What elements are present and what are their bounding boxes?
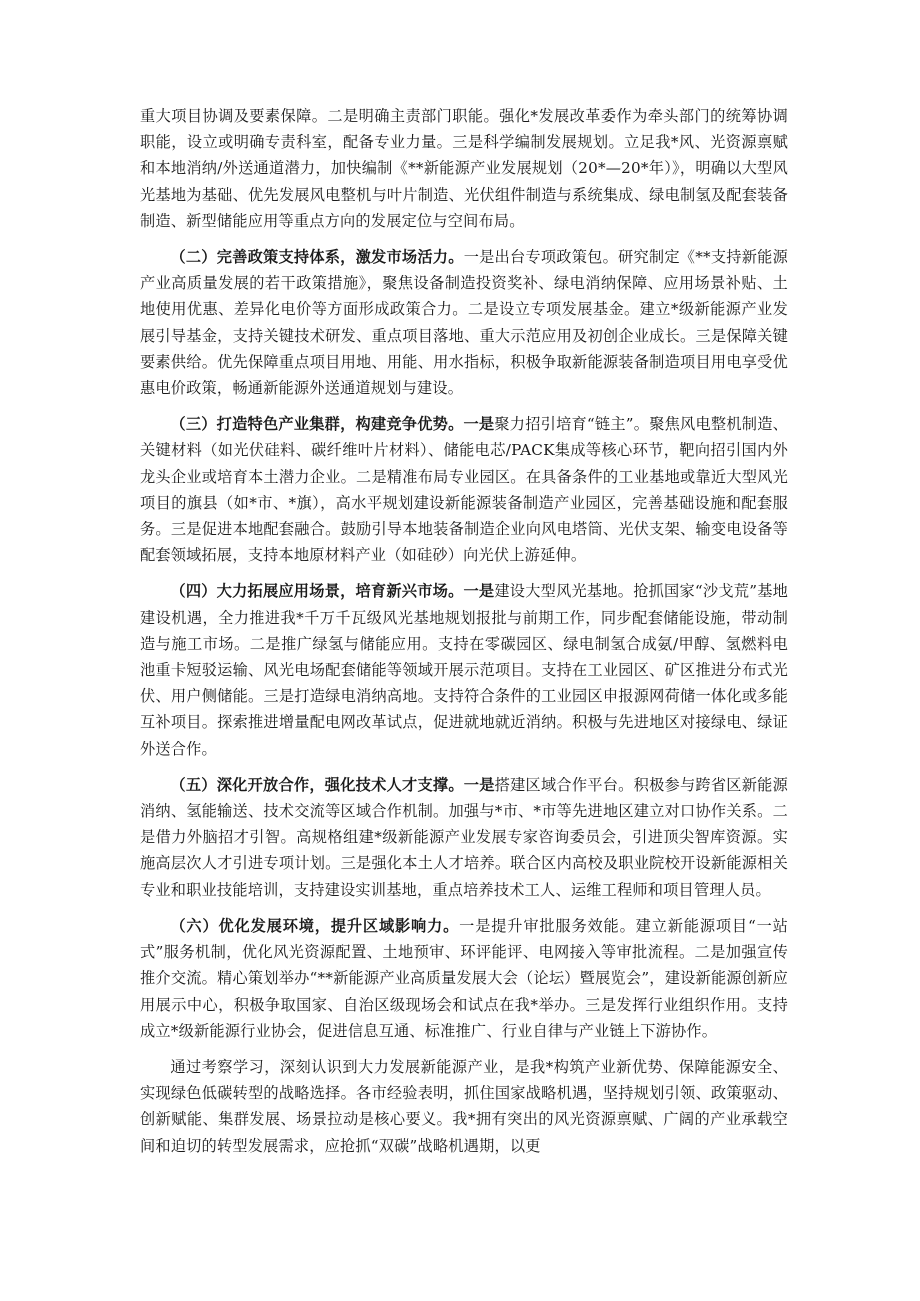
paragraph-open-cooperation bbox=[140, 772, 788, 903]
paragraph-body: 一是提升审批服务效能。建立新能源项目“一站式”服务机制，优化风光资源配置、土地预审、环评能评、电网接入等审批流程。二是加强宣传推介交流。精心策划举办“**新能源产业高质量发展大会（论坛）暨展览会”，建设新能源创新应用展示中心，积极争取国家、自治区级现场会和试点在我*举办。三是发挥行业组织作用。支持成立*级新能源行业协会，促进信息互通、标准推广、行业自律与产业链上下游协作。 bbox=[140, 916, 788, 1040]
section-heading: （四）大力拓展应用场景，培育新兴市场。一是 bbox=[170, 582, 495, 601]
paragraph-body: 搭建区域合作平台。积极参与跨省区新能源消纳、氢能输送、技术交流等区域合作机制。加强与*市、*市等先进地区建立对口协作关系。二是借力外脑招才引智。高规格组建*级新能源产业发展专家咨询委员会，引进顶尖智库资源。实施高层次人才引进专项计划。三是强化本土人才培养。联合区内高校及职业院校开设新能源相关专业和职业技能培训，支持建设实训基地，重点培养技术工人、运维工程师和项目管理人员。 bbox=[140, 775, 788, 899]
paragraph-body: 一是出台专项政策包。研究制定《**支持新能源产业高质量发展的若干政策措施》，聚焦设备制造投资奖补、绿电消纳保障、应用场景补贴、土地使用优惠、差异化电价等方面形成政策合力。二是设立专项发展基金。建立*级新能源产业发展引导基金，支持关键技术研发、重点项目落地、重大示范应用及初创企业成长。三是保障关键要素供给。优先保障重点项目用地、用能、用水指标，积极争取新能源装备制造项目用电享受优惠电价政策，畅通新能源外送通道规划与建设。 bbox=[140, 248, 788, 398]
paragraph-conclusion bbox=[140, 1054, 788, 1159]
paragraph-body: 重大项目协调及要素保障。二是明确主责部门职能。强化*发展改革委作为牵头部门的统筹协调职能，设立或明确专责科室，配备专业力量。三是科学编制发展规划。立足我*风、光资源禀赋和本地消纳/外送通道潜力，加快编制《**新能源产业发展规划（20*—20*年）》，明确以大型风光基地为基础、优先发展风电整机与叶片制造、光伏组件制造与系统集成、绿电制氢及配套装备制造、新型储能应用等重点方向的发展定位与空间布局。 bbox=[140, 107, 788, 230]
document-page bbox=[140, 103, 788, 1169]
paragraph-continuation bbox=[140, 103, 788, 234]
paragraph-body: 通过考察学习，深刻认识到大力发展新能源产业，是我*构筑产业新优势、保障能源安全、实现绿色低碳转型的战略选择。各市经验表明，抓住国家战略机遇，坚持规划引领、政策驱动、创新赋能、集群发展、场景拉动是核心要义。我*拥有突出的风光资源禀赋、广阔的产业承载空间和迫切的转型发展需求，应抢抓“双碳”战略机遇期，以更 bbox=[140, 1057, 788, 1155]
section-heading: （六）优化发展环境，提升区域影响力。 bbox=[170, 916, 460, 935]
section-heading: （五）深化开放合作，强化技术人才支撑。一是 bbox=[170, 775, 495, 794]
paragraph-body: 建设大型风光基地。抢抓国家“沙戈荒”基地建设机遇，全力推进我*千万千瓦级风光基地规划报批与前期工作，同步配套储能设施，带动制造与施工市场。二是推广绿氢与储能应用。支持在零碳园区、绿电制氢合成氨/甲醇、氢燃料电池重卡短驳运输、风光电场配套储能等领域开展示范项目。支持在工业园区、矿区推进分布式光伏、用户侧储能。三是打造绿电消纳高地。支持符合条件的工业园区申报源网荷储一体化或多能互补项目。探索推进增量配电网改革试点，促进就地就近消纳。积极与先进地区对接绿电、绿证外送合作。 bbox=[140, 582, 789, 758]
paragraph-environment bbox=[140, 913, 788, 1044]
paragraph-application-scenarios bbox=[140, 578, 788, 761]
paragraph-body: 聚力招引培育“链主”。聚焦风电整机制造、关键材料（如光伏硅料、碳纤维叶片材料）、储能电芯/PACK集成等核心环节，靶向招引国内外龙头企业或培育本土潜力企业。二是精准布局专业园区。在具备条件的工业基地或靠近大型风光项目的旗县（如*市、*旗），高水平规划建设新能源装备制造产业园区，完善基础设施和配套服务。三是促进本地配套融合。鼓励引导本地装备制造企业向风电塔筒、光伏支架、输变电设备等配套领域拓展，支持本地原材料产业（如硅砂）向光伏上游延伸。 bbox=[140, 415, 789, 565]
paragraph-industry-cluster bbox=[140, 411, 788, 568]
paragraph-policy-support bbox=[140, 244, 788, 401]
section-heading: （三）打造特色产业集群，构建竞争优势。一是 bbox=[170, 415, 495, 434]
section-heading: （二）完善政策支持体系，激发市场活力。 bbox=[170, 248, 464, 267]
